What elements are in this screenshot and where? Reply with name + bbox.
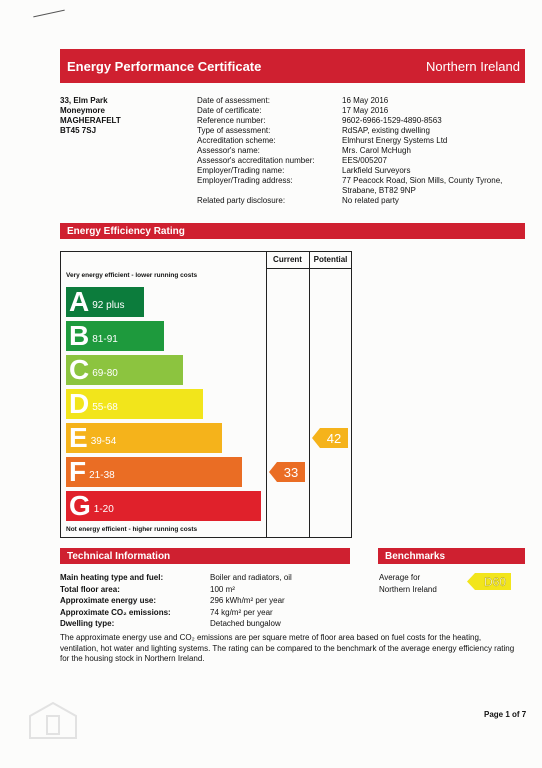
detail-value: 17 May 2016 — [342, 106, 389, 115]
detail-row — [197, 116, 522, 126]
page-number: Page 1 of 7 — [484, 710, 527, 719]
detail-value: RdSAP, existing dwelling — [342, 126, 430, 135]
benchmark-label-line: Northern Ireland — [379, 584, 437, 594]
detail-label: Assessor's name: — [197, 146, 260, 155]
detail-value: Larkfield Surveyors — [342, 166, 411, 175]
benchmark-label-line: Average for — [379, 573, 421, 582]
technical-info — [60, 572, 292, 630]
detail-row — [197, 106, 522, 116]
detail-label: Employer/Trading name: — [197, 166, 285, 175]
column-divider — [266, 252, 267, 537]
efficiency-section-header — [60, 223, 525, 239]
current-rating-value: 33 — [283, 465, 299, 480]
certificate-region: Northern Ireland — [426, 58, 520, 74]
detail-value: Mrs. Carol McHugh — [342, 146, 411, 155]
benchmark-label — [379, 572, 437, 595]
address-line: 33, Elm Park — [60, 96, 108, 105]
band-letter: E — [69, 422, 88, 453]
detail-row — [197, 166, 522, 176]
assessment-details — [197, 96, 522, 206]
top-caption: Very energy efficient - lower running costs — [66, 272, 198, 279]
detail-value: 77 Peacock Road, Sion Mills, County Tyrone, Strabane, BT82 9NP — [342, 176, 503, 195]
band-letter: D — [69, 388, 90, 419]
tech-row — [60, 618, 292, 630]
detail-row — [197, 126, 522, 136]
detail-label: Date of certificate: — [197, 106, 262, 115]
detail-row — [197, 96, 522, 106]
detail-value: No related party — [342, 196, 399, 205]
detail-label: Related party disclosure: — [197, 196, 286, 205]
band-range: 55-68 — [92, 401, 118, 413]
detail-label: Assessor's accreditation number: — [197, 156, 315, 165]
detail-label: Type of assessment: — [197, 126, 271, 135]
band-a — [66, 287, 144, 317]
band-d — [66, 389, 203, 419]
tech-label: Approximate CO₂ emissions: — [60, 607, 171, 617]
band-b — [66, 321, 164, 351]
tech-value: 296 kWh/m² per year — [210, 596, 285, 605]
tech-row — [60, 572, 292, 584]
potential-rating-value: 42 — [326, 431, 342, 446]
detail-row — [197, 136, 522, 146]
band-letter: G — [69, 490, 91, 521]
band-range: 1-20 — [93, 503, 114, 515]
technical-title: Technical Information — [67, 550, 171, 562]
band-g — [66, 491, 261, 521]
pen-mark — [33, 10, 65, 18]
rating-chart — [60, 251, 352, 538]
detail-value: EES/005207 — [342, 156, 387, 165]
band-range: 69-80 — [92, 367, 118, 379]
watermark-logo — [27, 700, 79, 740]
detail-label: Accreditation scheme: — [197, 136, 276, 145]
benchmark-arrow — [466, 572, 512, 591]
detail-row — [197, 156, 522, 166]
certificate-title: Energy Performance Certificate — [67, 58, 262, 74]
band-range: 39-54 — [90, 435, 117, 447]
address-line: Moneymore — [60, 106, 105, 115]
current-column-header: Current — [273, 255, 302, 264]
band-e — [66, 423, 222, 453]
band-letter: A — [69, 286, 90, 317]
tech-value: 100 m² — [210, 584, 235, 594]
header-divider — [266, 268, 351, 269]
certificate-header — [60, 49, 525, 83]
tech-row — [60, 595, 292, 607]
tech-label: Total floor area: — [60, 584, 120, 594]
bottom-caption: Not energy efficient - higher running costs — [66, 526, 198, 533]
detail-row — [197, 146, 522, 156]
band-letter: F — [69, 456, 87, 487]
tech-label: Approximate energy use: — [60, 596, 157, 605]
band-c — [66, 355, 183, 385]
detail-row — [197, 176, 522, 196]
tech-row — [60, 607, 292, 619]
benchmarks-section-header — [378, 548, 525, 564]
band-letter: B — [69, 320, 90, 351]
tech-value: Boiler and radiators, oil — [210, 573, 292, 582]
band-range: 21-38 — [89, 469, 115, 481]
detail-row — [197, 196, 522, 206]
address-line: MAGHERAFELT — [60, 116, 121, 125]
efficiency-title: Energy Efficiency Rating — [67, 225, 185, 237]
tech-value: Detached bungalow — [210, 619, 281, 628]
detail-value: Elmhurst Energy Systems Ltd — [342, 136, 448, 145]
potential-rating-arrow — [312, 428, 348, 448]
address-line: BT45 7SJ — [60, 126, 97, 135]
technical-section-header — [60, 548, 350, 564]
benchmarks-title: Benchmarks — [385, 550, 446, 562]
detail-label: Employer/Trading address: — [197, 176, 293, 185]
detail-label: Reference number: — [197, 116, 266, 125]
detail-value: 16 May 2016 — [342, 96, 389, 105]
band-range: 81-91 — [92, 333, 118, 345]
band-f — [66, 457, 242, 487]
benchmark-value: D60 — [483, 575, 507, 589]
detail-label: Date of assessment: — [197, 96, 270, 105]
band-letter: C — [69, 354, 90, 385]
explanatory-note: The approximate energy use and CO₂ emissions are per square metre of floor area based on fuel costs for the heating, ventilation, hot water and lighting systems. The rating can be compared to the benchmark of the average energy efficiency rating for the housing stock in Northern Ireland. — [60, 633, 515, 663]
band-range: 92 plus — [92, 299, 125, 311]
tech-label: Main heating type and fuel: — [60, 573, 164, 582]
current-rating-arrow — [269, 462, 305, 482]
tech-value: 74 kg/m² per year — [210, 607, 273, 617]
detail-value: 9602-6966-1529-4890-8563 — [342, 116, 442, 125]
property-address — [60, 96, 121, 136]
tech-label: Dwelling type: — [60, 619, 115, 628]
tech-row — [60, 584, 292, 596]
potential-column-header: Potential — [313, 255, 348, 264]
column-divider — [309, 252, 310, 537]
